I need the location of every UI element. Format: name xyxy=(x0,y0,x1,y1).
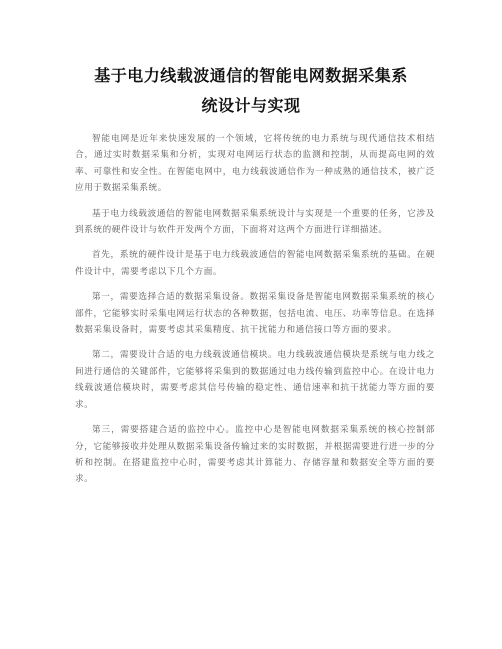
paragraph-hardware: 首先，系统的硬件设计是基于电力线载波通信的智能电网数据采集系统的基础。在硬件设计中，需要考虑以下几个方面。 xyxy=(75,250,435,277)
paragraph-intro: 智能电网是近年来快速发展的一个领域，它将传统的电力系统与现代通信技术相结合，通过实时数据采集和分析，实现对电网运行状态的监测和控制，从而提高电网的效率、可靠性和安全性。在智能电网中，电力线载波通信作为一种成熟的通信技术，被广泛应用于数据采集系统。 xyxy=(75,134,435,194)
document-title-line-2: 统设计与实现 xyxy=(201,96,301,115)
paragraph-point-2: 第二，需要设计合适的电力线载波通信模块。电力线载波通信模块是系统与电力线之间进行通信的关键部件，它能够将采集到的数据通过电力线传输到监控中心。在设计电力线载波通信模块时，需要考虑其信号传输的稳定性、通信速率和抗干扰能力等方面的要求。 xyxy=(75,350,435,410)
paragraph-point-1: 第一，需要选择合适的数据采集设备。数据采集设备是智能电网数据采集系统的核心部件，它能够实时采集电网运行状态的各种数据，包括电流、电压、功率等信息。在选择数据采集设备时，需要考虑其采集精度、抗干扰能力和通信接口等方面的要求。 xyxy=(75,292,435,336)
paragraph-overview: 基于电力线载波通信的智能电网数据采集系统设计与实现是一个重要的任务，它涉及到系统的硬件设计与软件开发两个方面，下面将对这两个方面进行详细描述。 xyxy=(75,208,435,236)
paragraph-point-3: 第三，需要搭建合适的监控中心。监控中心是智能电网数据采集系统的核心控制部分，它能够接收并处理从数据采集设备传输过来的实时数据，并根据需要进行进一步的分析和控制。在搭建监控中心时，需要考虑其计算能力、存储容量和数据安全等方面的要求。 xyxy=(75,425,435,485)
document-body xyxy=(75,131,435,497)
document-title-line-1: 基于电力线载波通信的智能电网数据采集系 xyxy=(94,66,408,85)
